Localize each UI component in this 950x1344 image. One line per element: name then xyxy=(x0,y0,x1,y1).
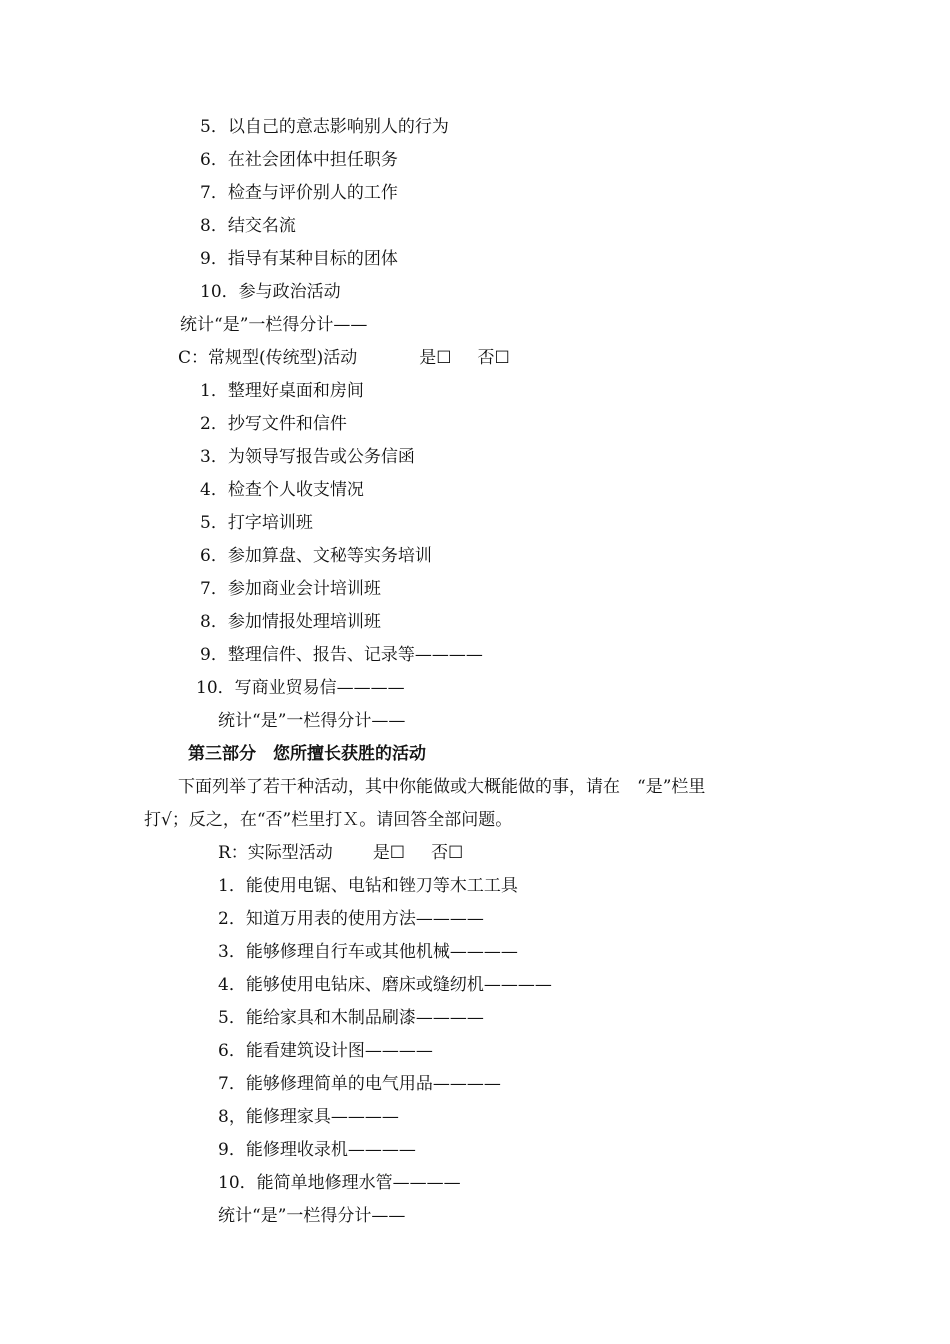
yes-checkbox-label: 是☐ xyxy=(419,348,452,368)
list-item: 6．在社会团体中担任职务 xyxy=(200,150,398,170)
section-r-header xyxy=(218,842,463,864)
no-checkbox-label: 否☐ xyxy=(431,843,464,863)
list-item: 4．能够使用电钻床、磨床或缝纫机———— xyxy=(218,975,552,995)
section-c-header xyxy=(178,347,510,369)
list-item: 5．能给家具和木制品刷漆———— xyxy=(218,1008,484,1028)
list-item: 9．指导有某种目标的团体 xyxy=(200,249,398,269)
instruction-text: 下面列举了若干种活动，其中你能做或大概能做的事，请在 “是”栏里 xyxy=(178,777,706,797)
yes-checkbox-label: 是☐ xyxy=(372,843,406,863)
list-item: 6．能看建筑设计图———— xyxy=(218,1041,433,1061)
section-r-title: R：实际型活动 xyxy=(218,843,333,863)
part-three-heading: 第三部分 您所擅长获胜的活动 xyxy=(188,744,426,764)
list-item: 7．检查与评价别人的工作 xyxy=(200,183,398,203)
list-item: 5．以自己的意志影响别人的行为 xyxy=(200,117,449,137)
list-item: 8．参加情报处理培训班 xyxy=(200,612,381,632)
list-item: 4．检查个人收支情况 xyxy=(200,480,364,500)
list-item: 1．能使用电锯、电钻和锉刀等木工工具 xyxy=(218,876,518,896)
list-item: 7．参加商业会计培训班 xyxy=(200,579,381,599)
list-item: 8．结交名流 xyxy=(200,216,296,236)
list-item: 3．为领导写报告或公务信函 xyxy=(200,447,415,467)
list-item: 10．写商业贸易信———— xyxy=(196,678,405,698)
list-item: 7．能够修理简单的电气用品———— xyxy=(218,1074,501,1094)
instruction-text: 打√；反之，在“否”栏里打Ｘ。请回答全部问题。 xyxy=(144,810,513,830)
list-item: 2．知道万用表的使用方法———— xyxy=(218,909,484,929)
list-item: 9．能修理收录机———— xyxy=(218,1140,416,1160)
score-total-line: 统计“是”一栏得分计—— xyxy=(218,711,406,731)
list-item: 1．整理好桌面和房间 xyxy=(200,381,364,401)
list-item: 10．参与政治活动 xyxy=(200,282,341,302)
score-total-line: 统计“是”一栏得分计—— xyxy=(180,315,368,335)
list-item: 9．整理信件、报告、记录等———— xyxy=(200,645,483,665)
score-total-line: 统计“是”一栏得分计—— xyxy=(218,1206,406,1226)
section-c-title: C：常规型(传统型)活动 xyxy=(178,348,358,368)
list-item: 2．抄写文件和信件 xyxy=(200,414,347,434)
no-checkbox-label: 否☐ xyxy=(477,348,510,368)
list-item: 5．打字培训班 xyxy=(200,513,313,533)
list-item: 8，能修理家具———— xyxy=(218,1107,399,1127)
list-item: 6．参加算盘、文秘等实务培训 xyxy=(200,546,432,566)
list-item: 10．能简单地修理水管———— xyxy=(218,1173,461,1193)
list-item: 3．能够修理自行车或其他机械———— xyxy=(218,942,518,962)
